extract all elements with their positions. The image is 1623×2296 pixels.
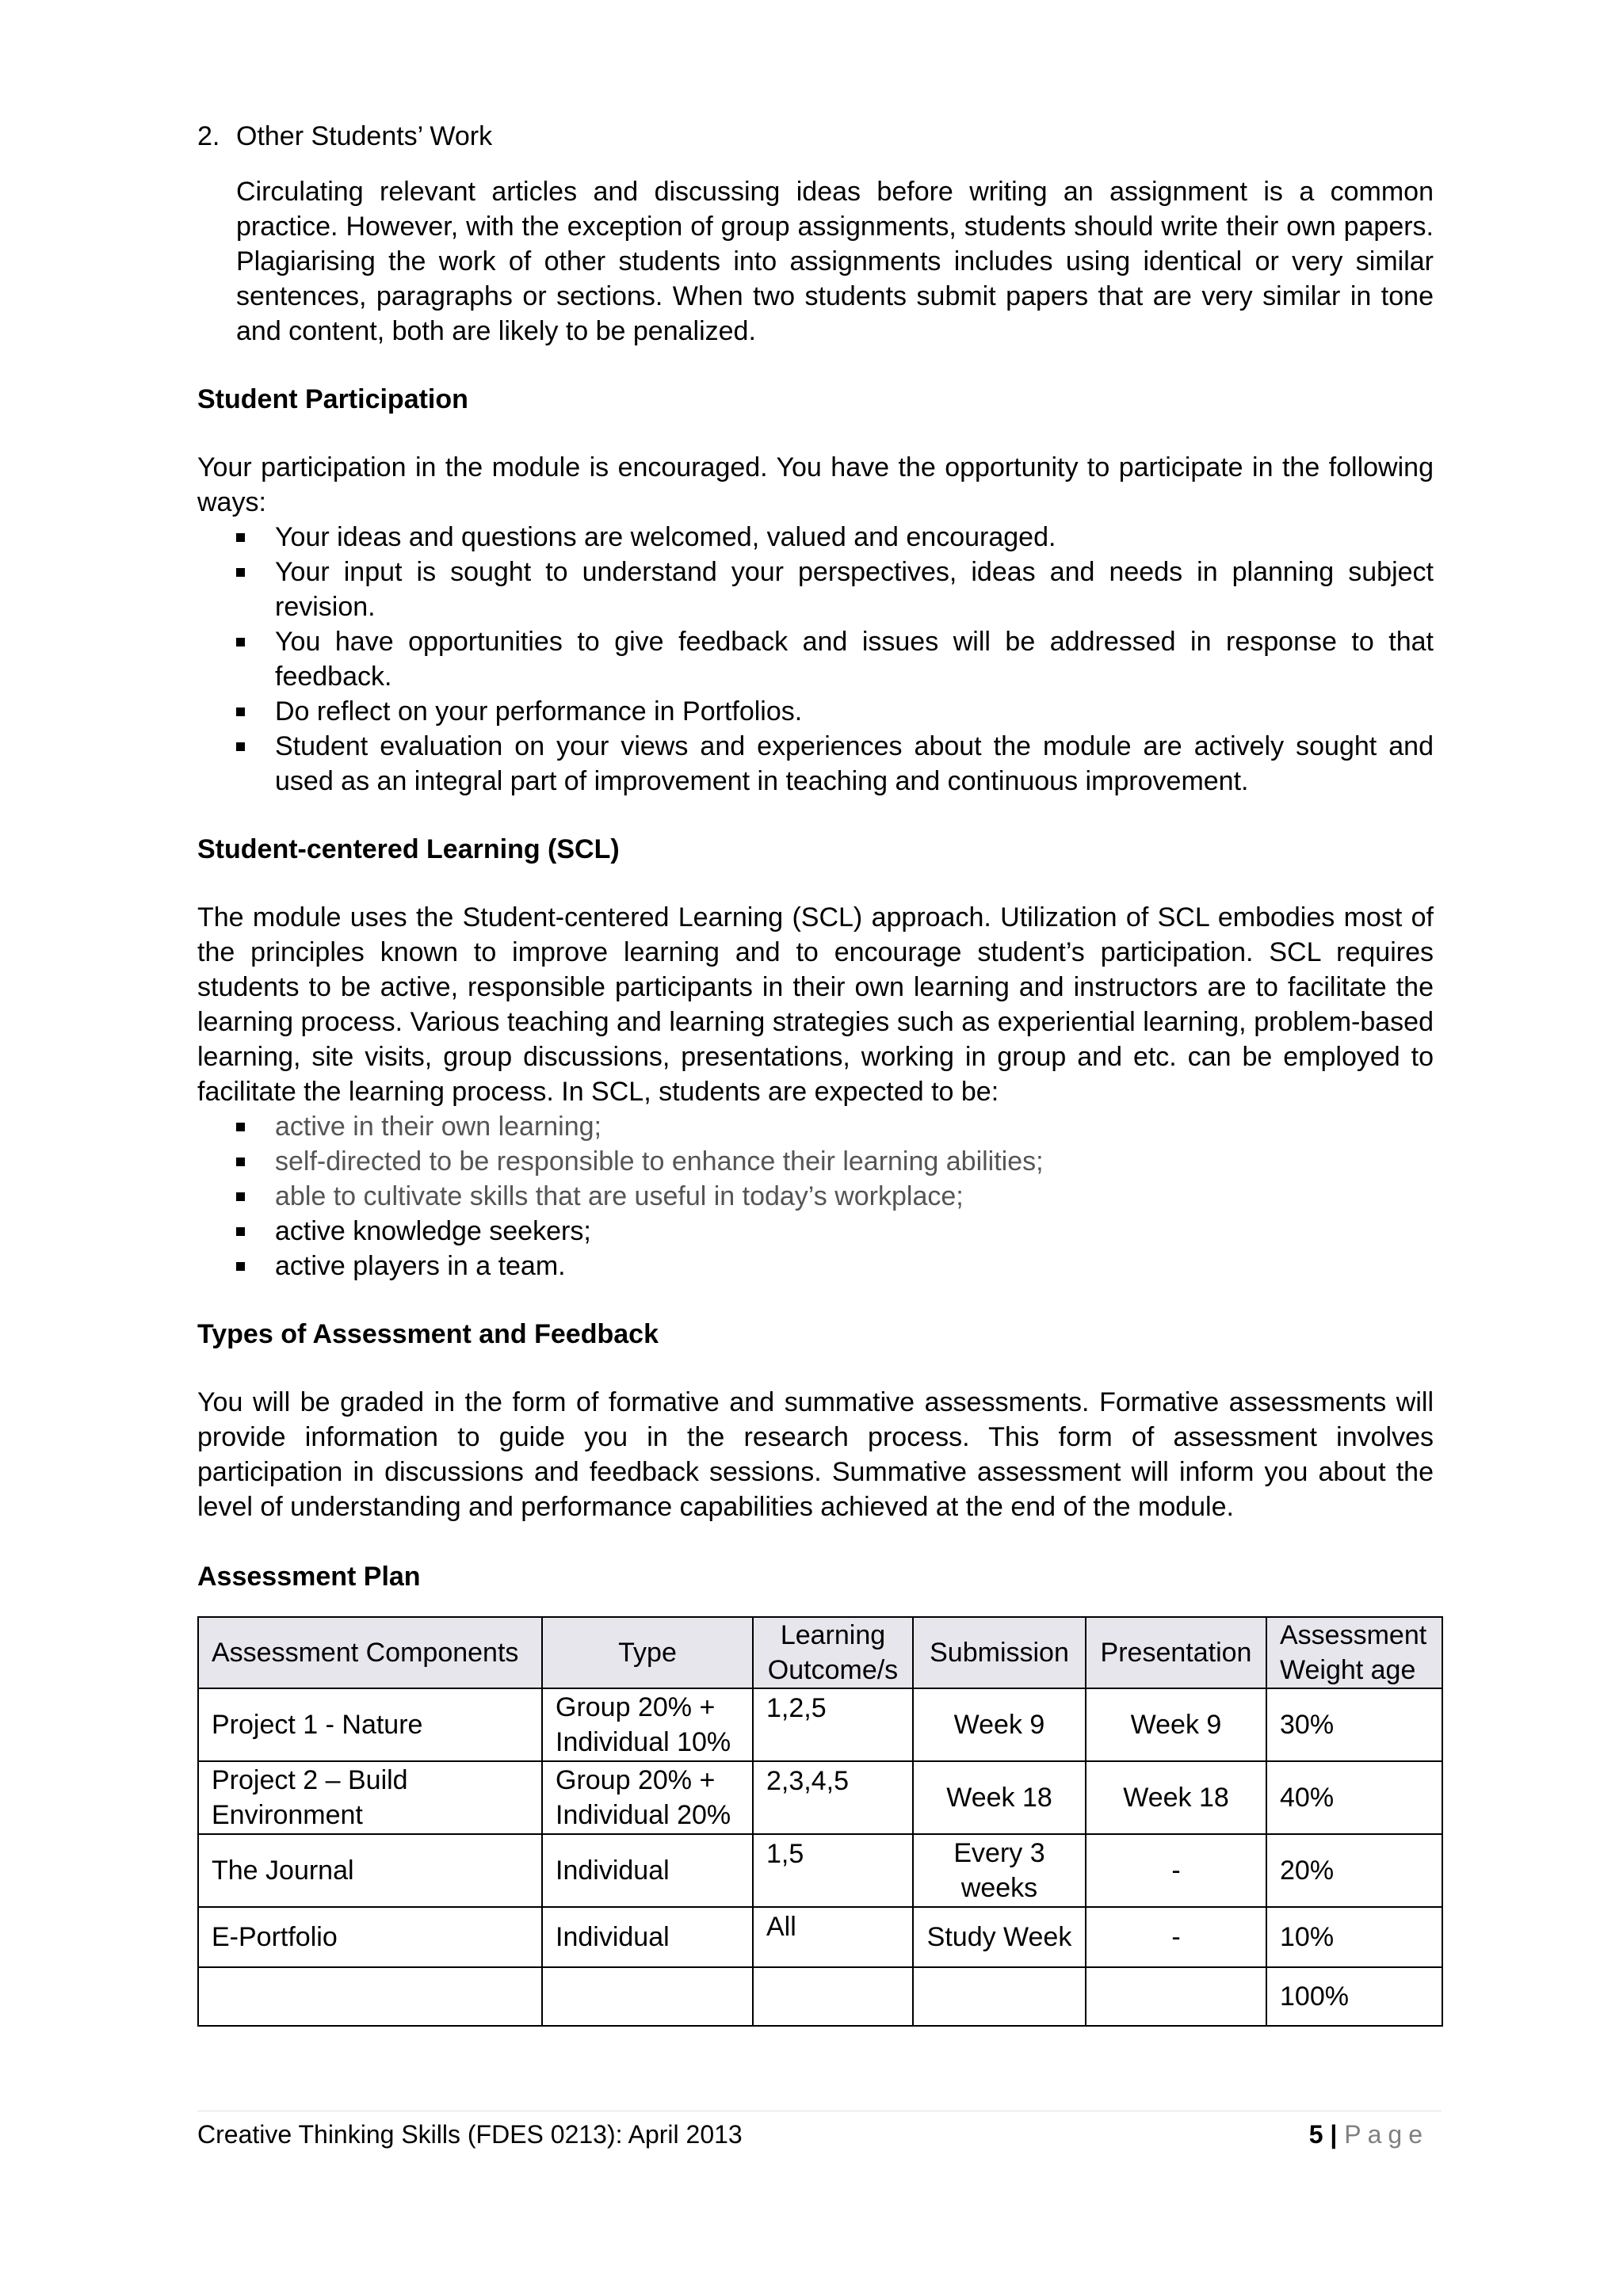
table-cell: 2,3,4,5 [753,1761,913,1834]
table-cell: Week 18 [913,1761,1086,1834]
list-item: Your input is sought to understand your perspectives, ideas and needs in planning subject revision. [236,555,1434,624]
table-cell: Project 1 - Nature [198,1688,542,1761]
table-cell: Week 9 [1086,1688,1266,1761]
table-cell: Group 20% + Individual 10% [542,1688,753,1761]
scl-list [197,1109,1434,1283]
table-row [198,1761,1442,1834]
table-cell: 1,5 [753,1834,913,1907]
scl-paragraph: The module uses the Student-centered Learning (SCL) approach. Utilization of SCL embodies most of the principles known to improve learning and to encourage student’s participation. SCL requires students to be active, responsible participants in their own learning and instructors are to facilitate the learning process. Various teaching and learning strategies such as experiential learning, problem-based learning, site visits, group discussions, presentations, working in group and etc. can be employed to facilitate the learning process. In SCL, students are expected to be: [197,902,1434,1107]
table-cell: Group 20% + Individual 20% [542,1761,753,1834]
table-cell: Week 18 [1086,1761,1266,1834]
table-cell: Every 3 weeks [913,1834,1086,1907]
table-cell: All [753,1907,913,1967]
list-item: Student evaluation on your views and experiences about the module are actively sought and used as an integral part of improvement in teaching and continuous improvement. [236,729,1434,799]
table-cell: 1,2,5 [753,1688,913,1761]
table-header-row [198,1617,1442,1688]
table-cell: E-Portfolio [198,1907,542,1967]
list-item: self-directed to be responsible to enhance their learning abilities; [236,1144,1434,1179]
table-cell: 30% [1266,1688,1442,1761]
participation-intro: Your participation in the module is encouraged. You have the opportunity to participate in the following ways: [197,452,1434,517]
assessment-types-heading: Types of Assessment and Feedback [197,1319,659,1349]
table-cell: Study Week [913,1907,1086,1967]
list-item: Your ideas and questions are welcomed, valued and encouraged. [236,520,1434,555]
section-number: 2. [197,121,220,151]
total-weight-cell: 100% [1266,1967,1442,2026]
list-item: active players in a team. [236,1249,1434,1283]
table-cell: Individual [542,1907,753,1967]
table-cell: Project 2 – Build Environment [198,1761,542,1834]
column-header: Assessment Components [198,1617,542,1688]
assessment-plan-table [197,1616,1443,2027]
table-total-row [198,1967,1442,2026]
table-cell: 10% [1266,1907,1442,1967]
assessment-plan-heading: Assessment Plan [197,1562,421,1592]
table-cell: 40% [1266,1761,1442,1834]
footer-course-title: Creative Thinking Skills (FDES 0213): April 2013 [197,2120,743,2149]
table-cell: - [1086,1834,1266,1907]
column-header: Presentation [1086,1617,1266,1688]
other-students-work-paragraph: Circulating relevant articles and discussing ideas before writing an assignment is a common practice. However, with the exception of group assignments, students should write their own papers. Plagiarising the work of other students into assignments includes using identical or very similar sentences, paragraphs or sections. When two students submit papers that are very similar in tone and content, both are likely to be penalized. [236,177,1434,346]
scl-heading: Student-centered Learning (SCL) [197,834,620,864]
assessment-types-paragraph: You will be graded in the form of formative and summative assessments. Formative assessments will provide information to guide you in the research process. This form of assessment involves participation in discussions and feedback sessions. Summative assessment will inform you about the level of understanding and performance capabilities achieved at the end of the module. [197,1387,1434,1522]
page-separator: | [1330,2120,1338,2149]
table-cell [913,1967,1086,2026]
column-header: Learning Outcome/s [753,1617,913,1688]
table-cell: Week 9 [913,1688,1086,1761]
column-header: Submission [913,1617,1086,1688]
table-cell: - [1086,1907,1266,1967]
column-header: Assessment Weight age [1266,1617,1442,1688]
table-cell: Individual [542,1834,753,1907]
column-header: Type [542,1617,753,1688]
table-cell [1086,1967,1266,2026]
page-content [197,119,1434,2027]
table-cell [542,1967,753,2026]
table-cell [753,1967,913,2026]
section-title: Other Students’ Work [236,121,493,151]
student-participation-heading: Student Participation [197,384,468,414]
table-cell: The Journal [198,1834,542,1907]
table-row [198,1834,1442,1907]
list-item: active knowledge seekers; [236,1214,1434,1249]
table-cell [198,1967,542,2026]
page-word: Page [1344,2120,1429,2149]
list-item: active in their own learning; [236,1109,1434,1144]
participation-list [197,520,1434,799]
list-item: You have opportunities to give feedback and issues will be addressed in response to that feedback. [236,624,1434,694]
page-footer [197,2119,1429,2150]
list-item: Do reflect on your performance in Portfolios. [236,694,1434,729]
section-heading-other-students-work [197,119,1434,154]
table-row [198,1907,1442,1967]
footer-page-label [1309,2119,1429,2150]
table-row [198,1688,1442,1761]
page-number: 5 [1308,2120,1323,2149]
list-item: able to cultivate skills that are useful in today’s workplace; [236,1179,1434,1214]
table-cell: 20% [1266,1834,1442,1907]
